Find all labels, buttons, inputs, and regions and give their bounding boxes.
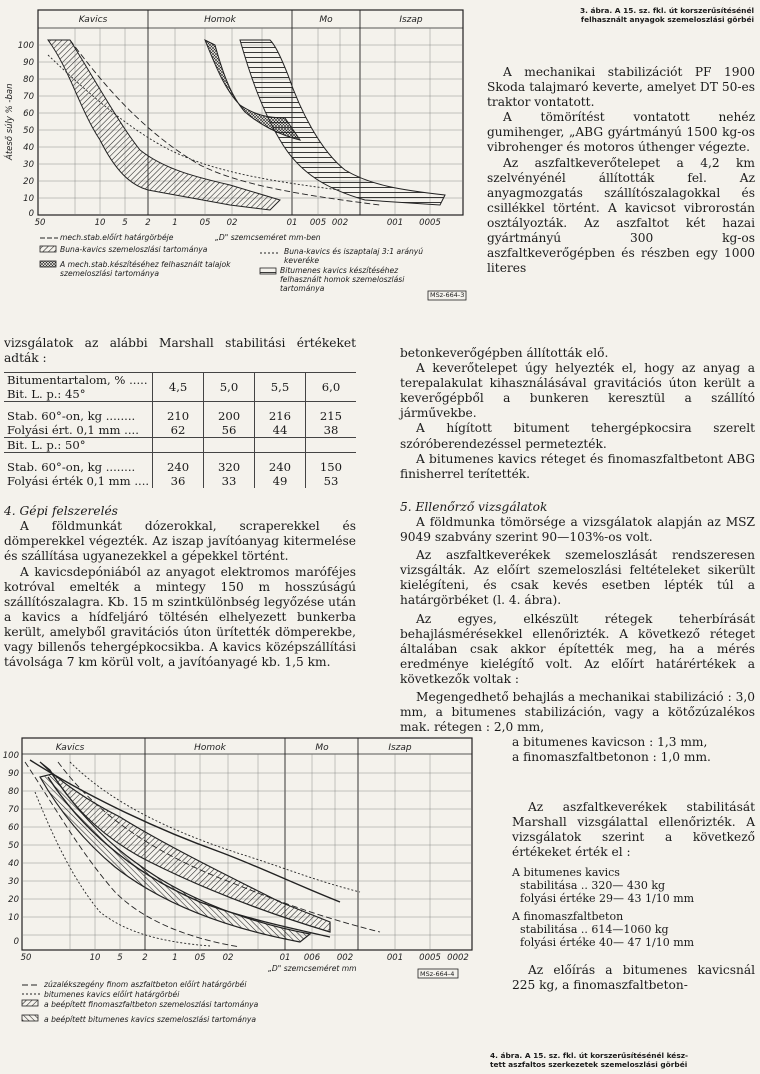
fig4-ytick: 90: [8, 769, 19, 779]
fig3-ytick: 60: [23, 109, 34, 119]
left-column: [4, 336, 356, 670]
table-cell: 53: [305, 474, 356, 488]
fig4-ytick: 50: [8, 841, 19, 851]
table-cell: 216: [255, 409, 306, 423]
paragraph: A földmunkát dózerokkal, scraperekkel és dömperekkel végezték. Az iszap javítóanyag kitermelése és szállítása ugyanezekkel a gépekkel történt.: [4, 519, 356, 564]
fig4-ytick: 30: [8, 877, 19, 887]
fig4-xtick: 05: [194, 953, 206, 963]
fig3-xtick: 05: [199, 218, 211, 228]
right-column-upper: [487, 65, 755, 276]
fig3-xtick: 01: [286, 218, 298, 228]
paragraph: Az egyes, elkészült rétegek teherbírását behajlásmérésekkel ellenőrizték. A következő réteget általában csak akkor építették meg, ha a mérés eredménye kielégítő volt. Az előírt határértékek a következők voltak :: [400, 611, 755, 686]
fig4-legend-4: a beépített bitumenes kavics szemeloszlási tartománya: [44, 1015, 257, 1024]
table-row-label: Folyási érték 0,1 mm ....: [7, 474, 150, 489]
fig3-zone-label: Iszap: [399, 15, 423, 25]
table-cell: 150: [305, 460, 356, 474]
fig4-ytick: 20: [8, 895, 19, 905]
fig3-legend-2: Buna-kavics szemeloszlási tartománya: [60, 245, 208, 254]
fig4-caption: 4. ábra. A 15. sz. fkl. út korszerűsítésénél kész- tett aszfaltos szerkezetek szemeloszlási görbéi: [490, 1051, 689, 1069]
fig4-xtick: 01: [279, 953, 291, 963]
section-5-title: 5. Ellenőrző vizsgálatok: [400, 499, 548, 514]
fig3-zone-label: Homok: [204, 15, 236, 25]
fig4-ytick: 70: [8, 805, 19, 815]
fig3-band-buna-kavics: [48, 40, 280, 210]
fig4-code: MSz-664-4: [420, 970, 455, 978]
fig4-xaxis-label: „D" szemcseméret mm: [268, 964, 357, 973]
fig3-zone-label: Kavics: [78, 15, 108, 25]
fig3-xaxis-label: „D" szemcseméret mm-ben: [215, 233, 321, 242]
table-cell: 215: [305, 409, 356, 423]
fig3-ytick: 80: [23, 75, 34, 85]
table-cell: 44: [255, 423, 306, 438]
paragraph: A hígított bitument tehergépkocsira szerelt szóróberendezéssel permetezték.: [400, 421, 755, 451]
fig3-xtick: 002: [331, 218, 349, 228]
table-row-label: Stab. 60°-on, kg ........: [7, 460, 136, 475]
paragraph: A mechanikai stabilizációt PF 1900 Skoda talajmaró keverte, amelyet DT 50-es traktor vontatott.: [487, 65, 755, 110]
fig3-xtick: 02: [226, 218, 238, 228]
fig4-legend-1: zúzalékszegény finom aszfaltbeton előírt határgörbéi: [44, 980, 247, 989]
paragraph: Az aszfaltkeverőtelepet a 4,2 km szelvényénél állították fel. Az anyagmozgatás szállítószalagokkal és csillékkel történt. A kavicsot vibrorostán osztályozták. Az aszfaltot két hazai gyártmányú 300 kg-os aszfaltkeverőgépben és részben egy 1000 literes: [487, 155, 755, 276]
paragraph: A keverőtelepet úgy helyezték el, hogy az anyag a terepalakulat kihasználásával gravitációs úton került a keverőgépből a bunkeren keresztül a szállító járművekbe.: [400, 361, 755, 421]
table-cell: 5,5: [255, 373, 306, 402]
section-4-title: 4. Gépi felszerelés: [4, 504, 118, 519]
table-cell: 49: [255, 474, 306, 488]
table-cell: 36: [153, 474, 204, 488]
table-cell: 56: [204, 423, 255, 438]
fig4-legend-3: a beépített finomaszfaltbeton szemeloszlási tartománya: [44, 1000, 259, 1009]
fig4-xtick: 2: [142, 953, 148, 963]
fig3-xtick: 1: [172, 218, 178, 228]
paragraph: A tömörítést vontatott nehéz gumihenger, „ABG gyártmányú 1500 kg-os vibrohenger és motoros úthenger végezte.: [487, 110, 755, 155]
fig3-xtick: 001: [386, 218, 404, 228]
paragraph: a bitumenes kavicson : 1,3 mm,: [512, 735, 708, 750]
fig4-xtick: 1: [172, 953, 178, 963]
table-row-label: Folyási ért. 0,1 mm ....: [7, 423, 139, 438]
fig3-ytick: 0: [28, 209, 34, 219]
fig4-zone-label: Mo: [315, 743, 329, 753]
fig3-xtick: 005: [309, 218, 327, 228]
paragraph: A földmunka tömörsége a vizsgálatok alapján az MSZ 9049 szabvány szerint 90—103%-os volt.: [400, 514, 755, 545]
fig3-ytick: 30: [23, 160, 34, 170]
fig3-xtick: 0005: [419, 218, 441, 228]
fig3-legend-1: mech.stab.előírt határgörbéje: [60, 233, 174, 242]
fig3-xtick: 2: [145, 218, 151, 228]
paragraph: Az aszfaltkeverékek szemeloszlását rendszeresen vizsgálták. Az előírt szemeloszlási feltételeket sikerült kielégíteni, és csak kevés esetben lépték túl a határgörbéket (l. 4. ábra).: [400, 548, 755, 608]
paragraph: A bitumenes kavics réteget és finomaszfaltbetont ABG finisherrel terítették.: [400, 451, 755, 481]
marshall-results: A bitumenes kavics stabilitása .. 320— 430 kg folyási értéke 29— 43 1/10 mm A finomaszfaltbeton stabilitása .. 614—1060 kg folyási értéke 40— 47 1/10 mm: [512, 866, 695, 950]
table-cell: 62: [153, 423, 204, 438]
fig3-xtick: 50: [34, 218, 46, 228]
fig3-legend-4: Buna-kavics és iszaptalaj 3:1 arányú keveréke: [284, 247, 424, 265]
fig4-ytick: 80: [8, 787, 19, 797]
right-column-lower: [512, 800, 755, 994]
fig4-xtick: 006: [303, 953, 321, 963]
fig3-ytick: 20: [23, 177, 34, 187]
fig4-xtick: 0005: [419, 953, 441, 963]
fig3-ytick: 10: [23, 194, 34, 204]
table-cell: 33: [204, 474, 255, 488]
fig3-caption: 3. ábra. A 15. sz. fkl. út korszerűsítésénél felhasznált anyagok szemeloszlási görbéi: [579, 6, 754, 24]
table-cell: 5,0: [204, 373, 255, 402]
table-cell: 210: [153, 409, 204, 423]
table-row-label: Bit. L. p.: 50°: [4, 438, 153, 453]
fig3-ytick: 40: [23, 143, 34, 153]
table-cell: 200: [204, 409, 255, 423]
table-row-label: Bitumentartalom, % .....: [4, 373, 153, 388]
paragraph: betonkeverőgépben állították elő.: [400, 346, 609, 360]
fig4-xtick: 0002: [447, 953, 469, 963]
fig3-xtick: 5: [122, 218, 128, 228]
fig3-zone-label: Mo: [319, 15, 333, 25]
fig4-zone-label: Kavics: [55, 743, 85, 753]
fig3-ytick: 100: [17, 41, 34, 51]
fig3-ytick: 90: [23, 58, 34, 68]
fig4-xtick: 001: [386, 953, 404, 963]
fig4-ytick: 10: [8, 913, 19, 923]
paragraph: vizsgálatok az alábbi Marshall stabilitási értékeket adták :: [4, 336, 356, 366]
right-column-middle: [400, 346, 755, 765]
table-cell: 38: [305, 423, 356, 438]
table-cell: 6,0: [305, 373, 356, 402]
fig4-xtick: 02: [222, 953, 234, 963]
table-cell: 240: [255, 460, 306, 474]
table-row-label: Bit. L. p.: 45°: [7, 387, 86, 402]
fig4-curve-1: [30, 760, 340, 902]
fig4-ytick: 40: [8, 859, 19, 869]
fig3-xtick: 10: [94, 218, 106, 228]
fig3-code: MSz-664-3: [430, 291, 465, 299]
fig3-ytick: 70: [23, 92, 34, 102]
paragraph: Megengedhető behajlás a mechanikai stabilizáció : 3,0 mm, a bitumenes stabilizáción, vagy a kötőzúzalékos mak. rétegen : 2,0 mm,: [400, 689, 755, 735]
table-row-label: Stab. 60°-on, kg ........: [7, 409, 136, 424]
fig3-legend-5: Bitumenes kavics készítéséhez felhasznált homok szemeloszlási tartománya: [280, 266, 405, 293]
fig4-ytick: 100: [2, 751, 19, 761]
table-cell: 4,5: [153, 373, 204, 402]
paragraph: A kavicsdepóniából az anyagot elektromos maróféjes kotróval emelték a mintegy 150 m hosszúságú szállítószalagra. Kb. 15 m szintkülönbség legyőzése után a kavics a hídfeljáró töltésén elhelyezett bunkerba került, amelyből gravitációs úton ürítették dömperekbe, vagy billenős tehergépkocsikba. A kavics középszállítási távolsága 7 km körül volt, a javítóanyagé kb. 1,5 km.: [4, 564, 356, 670]
fig3-ytick: 50: [23, 126, 34, 136]
fig4-ytick: 60: [8, 823, 19, 833]
fig4-xtick: 10: [89, 953, 101, 963]
table-cell: 320: [204, 460, 255, 474]
fig4-ytick: 0: [13, 937, 19, 947]
fig3-legend-3: A mech.stab.készítéséhez felhasznált talajok szemeloszlási tartománya: [60, 260, 231, 278]
marshall-table: [4, 372, 356, 488]
fig4-legend-2: bitumenes kavics előírt határgörbéi: [44, 990, 180, 999]
fig4-xtick: 002: [336, 953, 354, 963]
fig3-yaxis-label: Áteső súly % -ban: [5, 83, 15, 160]
paragraph: Az aszfaltkeverékek stabilitását Marshall vizsgálattal ellenőrizték. A vizsgálatok szerint a következő értékeket érték el :: [512, 800, 755, 860]
fig4-zone-label: Iszap: [388, 743, 412, 753]
paragraph: a finomaszfaltbetonon : 1,0 mm.: [512, 750, 711, 765]
table-cell: 240: [153, 460, 204, 474]
fig4-zone-label: Homok: [194, 743, 226, 753]
fig4-xtick: 5: [117, 953, 123, 963]
fig4-xtick: 50: [20, 953, 32, 963]
paragraph: Az előírás a bitumenes kavicsnál 225 kg, a finomaszfaltbeton-: [512, 963, 755, 993]
